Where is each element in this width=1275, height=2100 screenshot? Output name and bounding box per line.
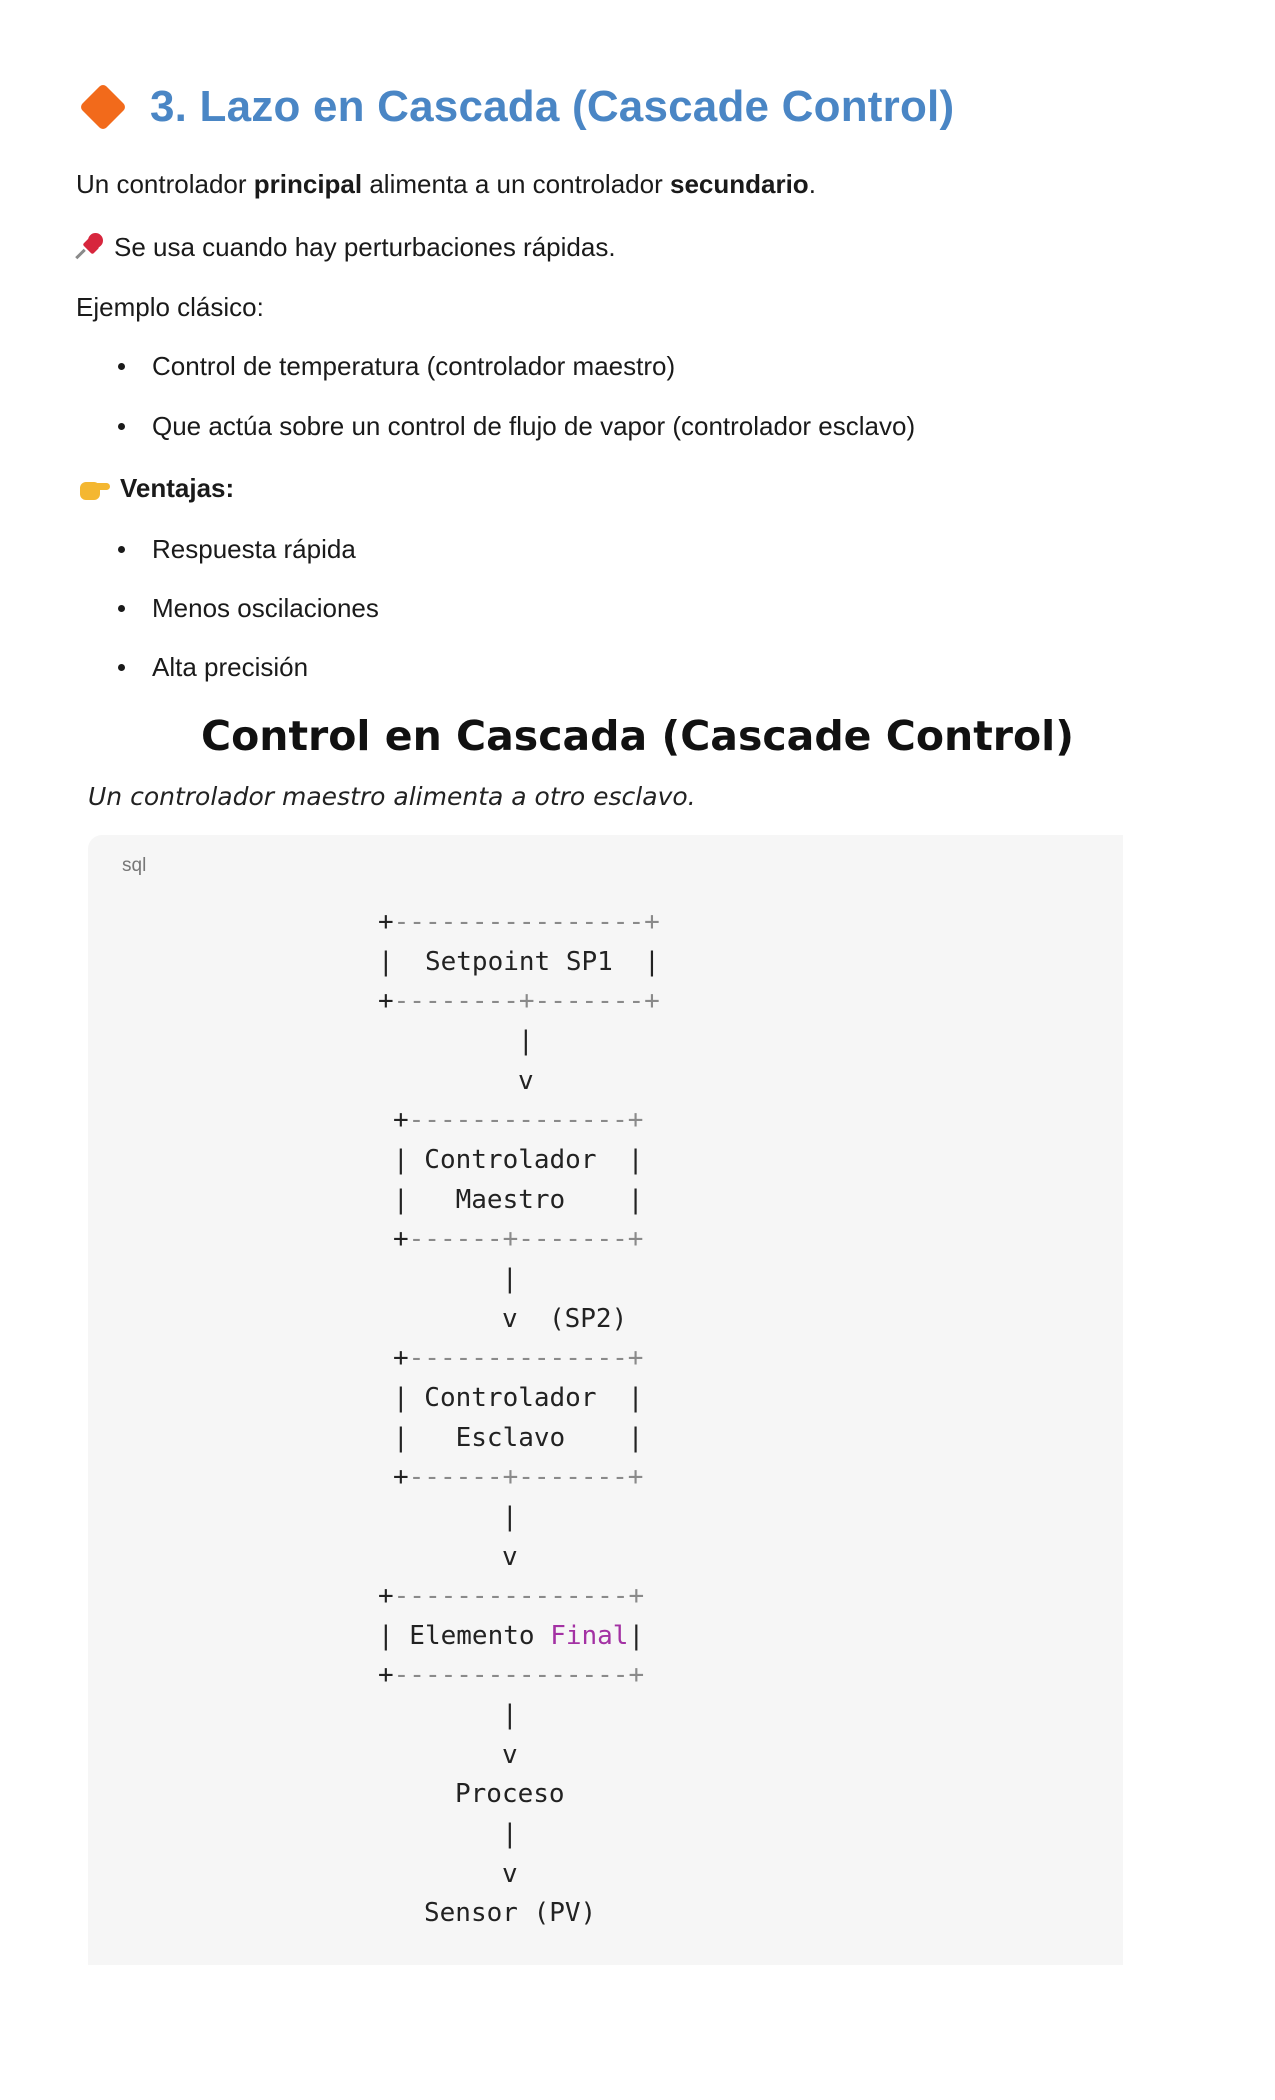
diagram-maestro-line1: | Controlador |	[393, 1145, 644, 1175]
list-item	[76, 651, 379, 683]
connector-line: |	[518, 1026, 534, 1056]
connector-line: |	[502, 1502, 518, 1532]
box-border-top: +----------------+	[378, 907, 660, 937]
arrow-down: v	[502, 1542, 518, 1572]
diagram-maestro-line2: | Maestro |	[393, 1185, 644, 1215]
figure-title: Control en Cascada (Cascade Control)	[201, 712, 1074, 760]
diagram-proceso: Proceso	[455, 1779, 565, 1809]
figure-subtitle: Un controlador maestro alimenta a otro esclavo.	[88, 782, 696, 811]
intro-text-3: .	[808, 169, 816, 199]
box-border-top: +---------------+	[378, 1581, 645, 1611]
pointing-hand-icon	[76, 474, 110, 502]
list-item	[76, 350, 915, 382]
list-item	[76, 592, 379, 624]
list-item	[76, 533, 379, 565]
box-border-bottom: +---------------+	[378, 1660, 645, 1690]
elemento-text: | Elemento	[378, 1621, 551, 1651]
connector-line: |	[502, 1264, 518, 1294]
list-item-text: Respuesta rápida	[152, 534, 356, 564]
diagram-esclavo-line2: | Esclavo |	[393, 1423, 644, 1453]
example-list	[76, 350, 915, 442]
final-keyword: Final	[550, 1621, 629, 1651]
box-border-top: +--------------+	[393, 1343, 644, 1373]
list-item-text: Alta precisión	[152, 652, 309, 682]
section-heading	[80, 82, 954, 132]
intro-paragraph	[76, 168, 816, 200]
diagram-setpoint: | Setpoint SP1 |	[378, 947, 660, 977]
arrow-down: v	[502, 1740, 518, 1770]
connector-line: |	[502, 1700, 518, 1730]
box-border-bottom: +------+-------+	[393, 1462, 644, 1492]
box-border-bottom: +--------+-------+	[378, 986, 660, 1016]
pushpin-icon	[76, 231, 106, 261]
diagram-elemento-final	[378, 1617, 644, 1657]
orange-diamond-icon	[79, 83, 127, 131]
code-block	[88, 835, 1123, 1965]
connector-line: |	[502, 1819, 518, 1849]
intro-bold-principal: principal	[253, 169, 363, 199]
intro-text-2: alimenta a un controlador	[362, 169, 670, 199]
diagram-sensor: Sensor (PV)	[424, 1898, 597, 1928]
intro-text-1: Un controlador	[76, 169, 254, 199]
list-item-text: Menos oscilaciones	[152, 593, 379, 623]
note-text: Se usa cuando hay perturbaciones rápidas.	[114, 232, 616, 262]
example-label: Ejemplo clásico:	[76, 292, 264, 322]
list-item	[76, 410, 915, 442]
list-item-text: Que actúa sobre un control de flujo de vapor (controlador esclavo)	[152, 411, 916, 441]
advantages-label: Ventajas:	[120, 473, 235, 503]
box-border-top: +--------------+	[393, 1105, 644, 1135]
note-paragraph	[76, 231, 616, 263]
diagram-esclavo-line1: | Controlador |	[393, 1383, 644, 1413]
arrow-down: v	[502, 1859, 518, 1889]
advantages-list	[76, 533, 379, 683]
list-item-text: Control de temperatura (controlador maestro)	[152, 351, 676, 381]
arrow-down: v	[518, 1066, 534, 1096]
intro-bold-secundario: secundario	[669, 169, 809, 199]
box-border-bottom: +------+-------+	[393, 1224, 644, 1254]
box-edge: |	[628, 1621, 645, 1651]
heading-text: 3. Lazo en Cascada (Cascade Control)	[150, 82, 955, 131]
arrow-sp2: v (SP2)	[502, 1304, 628, 1334]
code-language-label: sql	[122, 855, 147, 876]
advantages-heading	[76, 472, 234, 504]
